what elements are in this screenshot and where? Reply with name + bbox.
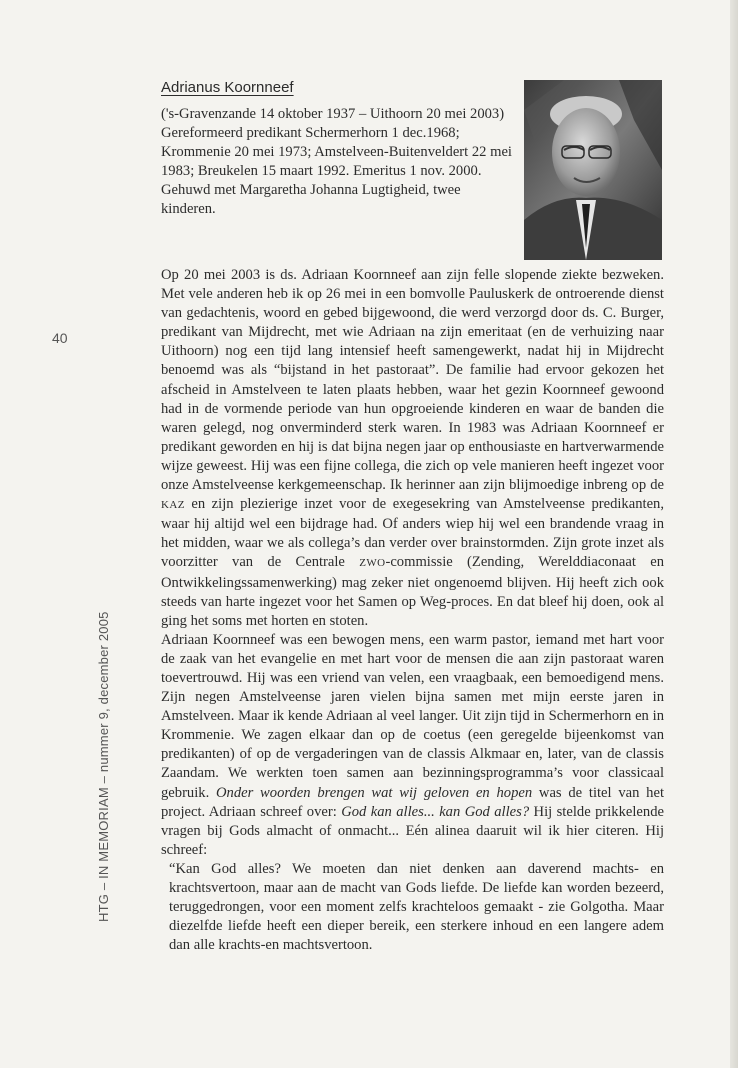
paragraph-1 — [161, 266, 664, 631]
running-footer: HTG – IN MEMORIAM – nummer 9, december 2005 — [96, 611, 111, 922]
bio-dates: ('s-Gravenzande 14 oktober 1937 – Uithoorn 20 mei 2003) — [161, 106, 505, 122]
page-number: 40 — [52, 330, 68, 346]
paragraph-2-text-b: was de titel van het project. Adriaan schreef over: — [161, 784, 665, 820]
portrait-image — [524, 80, 662, 260]
biographical-summary — [161, 105, 513, 219]
paragraph-2-text-c: Hij stelde prikkelende vragen bij Gods almacht of onmacht... Eén alinea daaruit wil ik hier citeren. Hij schreef: — [161, 803, 664, 858]
page-edge — [730, 0, 738, 1068]
paragraph-1-text-b: en zijn plezierige inzet voor de exegesekring van Amstelveense predikanten, waar hij altijd wel een bijdrage had. Of anders wiep hij wel een brandende vraag in het midden, waar we als collega’s dan verder over brainstormden. Zijn grote inzet als voorzitter van de Centrale — [161, 496, 664, 571]
paragraph-2-text-a: Adriaan Koornneef was een bewogen mens, een warm pastor, iemand met hart voor de zaak van het evangelie en met hart voor de mensen die aan zijn pastoraat waren toevertrouwd. Hij was een vriend van velen, een vraagbaak, een bemoedigend mens. Zijn negen Amstelveense jaren vielen bijna samen met mijn eerste jaren in Amstelveen. Maar ik kende Adriaan al veel langer. Uit zijn tijd in Schermerhorn en in Krommenie. We zagen elkaar dan op de coetus (een geregelde bijeenkomst van predikanten) of op de vergaderingen van de classis Alkmaar en, later, van de classis Zaandam. We werkten toen samen aan bezinningsprogramma’s voor classicaal gebruik. — [161, 631, 664, 801]
quote-text: “Kan God alles? We moeten dan niet denken aan daverend machts- en krachtsvertoon, maar aan de macht van Gods liefde. De liefde kan worden bezeerd, teruggedrongen, voor een moment zelfs krachteloos gemaakt - zie Golgotha. Maar diezelfde liefde heeft een dieper bereik, een sterkere inhoud en een langere adem dan alle krachts-en machtsvertoon. — [169, 860, 664, 954]
paragraph-1-text-c: -commissie (Zending, Werelddiaconaat en Ontwikkelingssamenwerking) mag zeker niet ongenoemd blijven. Hij heeft zich ook steeds van harte ingezet voor het Samen op Weg-proces. En dat bleef hij doen, ook al ging het soms met horten en stoten. — [161, 554, 664, 629]
article-title: Adrianus Koornneef — [161, 79, 294, 96]
paragraph-2 — [161, 631, 664, 860]
portrait-photo — [524, 80, 662, 260]
abbr-zwo: ZWO — [359, 557, 386, 570]
paragraph-1-text-a: Op 20 mei 2003 is ds. Adriaan Koornneef aan zijn felle slopende ziekte bezweken. Met vele anderen heb ik op 26 mei in een bomvolle Pauluskerk de ontroerende dienst van gedachtenis, woord en gebed bijgewoond, die werd verzorgd door ds. C. Burger, predikant van Mijdrecht, met wie Adriaan na zijn emeritaat (en de verhuizing naar Uithoorn) nog een tijd lang intensief heeft samengewerkt, nadat hij in Mijdrecht benoemd was als “bijstand in het pastoraat”. De familie had ervoor gekozen het afscheid in Amstelveen te laten plaats hebben, waar het gezin Koornneef gewoond had in de vormende periode van hun opgroeiende kinderen en waar de banden die waren gelegd, nog onverminderd sterk waren. In 1983 was Adriaan Koornneef er predikant geworden en hij is dat bijna negen jaar op enthousiaste en hartverwarmende wijze geweest. Hij was een fijne collega, die zich op vele manieren heeft ingezet voor onze Amstelveense kerkgemeenschap. Ik herinner aan zijn blijmoedige inbreng op de — [161, 267, 664, 494]
essay-title: God kan alles... kan God alles? — [341, 803, 530, 820]
block-quote — [169, 860, 664, 955]
project-title: Onder woorden brengen wat wij geloven en hopen — [216, 784, 533, 801]
article-body — [161, 266, 664, 955]
abbr-kaz: KAZ — [161, 499, 185, 512]
bio-career: Gereformeerd predikant Schermerhorn 1 dec.1968; Krommenie 20 mei 1973; Amstelveen-Buitenveldert 22 mei 1983; Breukelen 15 maart 1992. Emeritus 1 nov. 2000. Gehuwd met Margaretha Johanna Lugtigheid, twee kinderen. — [161, 125, 512, 217]
